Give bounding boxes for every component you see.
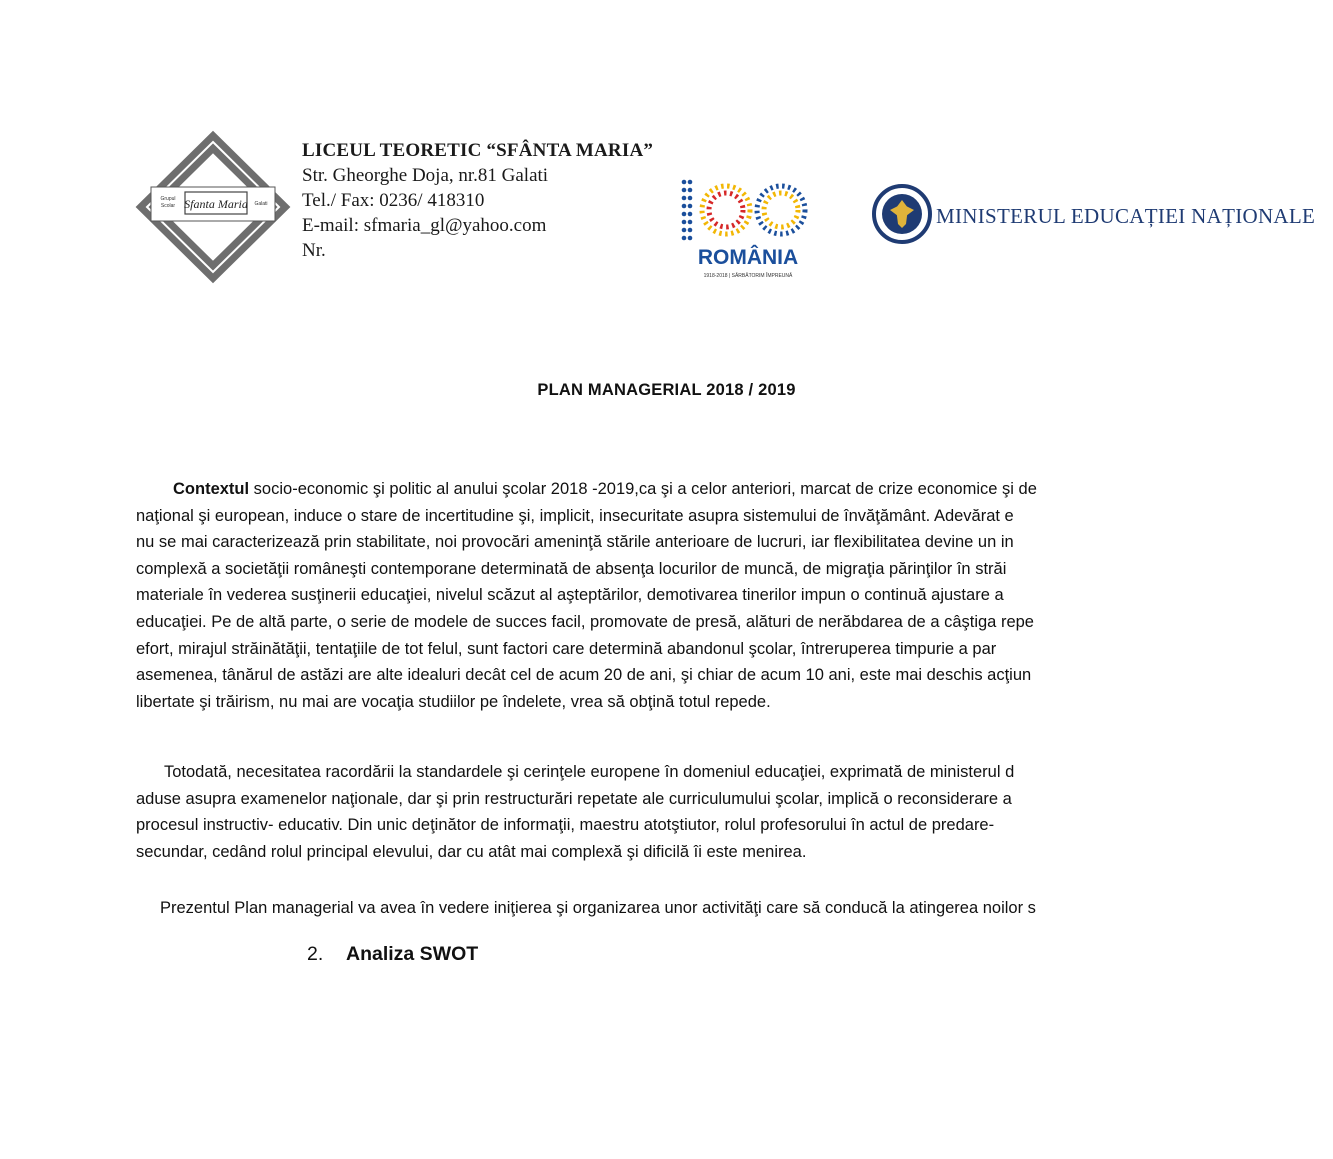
paragraph-european-standards	[136, 759, 1196, 865]
paragraph-line: complexă a societăţii româneşti contemporane determinată de absenţa locurilor de muncă, de migraţia părinţilor în străi	[136, 559, 1007, 578]
school-name: LICEUL TEORETIC “SFÂNTA MARIA”	[302, 140, 654, 161]
centenary-country: ROMÂNIA	[697, 246, 799, 269]
centenary-digits-graphic	[680, 180, 805, 241]
paragraph-line: Totodată, necesitatea racordării la standardele şi cerinţele europene în domeniul educaţiei, exprimată de ministerul d	[164, 763, 1015, 781]
context-lead-word: Contextul	[173, 480, 250, 498]
centenary-tagline: 1918-2018 | SĂRBĂTORIM ÎMPREUNĂ	[703, 273, 793, 279]
school-logo-label: Sfanta Maria	[184, 197, 248, 211]
school-logo	[143, 140, 283, 275]
paragraph-line: Prezentul Plan managerial va avea în vedere iniţierea şi organizarea unor activităţi care să conducă la atingerea noilor s	[160, 899, 1036, 917]
paragraph-line: aduse asupra examenelor naţionale, dar şi prin restructurări repetate ale curriculumului şcolar, implică o reconsiderare a	[136, 789, 1012, 808]
svg-text:Galati: Galati	[254, 201, 268, 207]
paragraph-line: educaţiei. Pe de altă parte, o serie de modele de succes facil, promovate de presă, alături de nerăbdarea de a câştiga repe	[136, 612, 1034, 631]
paragraph-line: secundar, cedând rolul principal elevului, dar cu atât mai complexă şi dificilă îi este menirea.	[136, 842, 807, 861]
svg-text:Grupul: Grupul	[160, 196, 176, 202]
school-phone: Tel./ Fax: 0236/ 418310	[302, 190, 485, 211]
government-seal-icon	[872, 170, 932, 262]
romania-centenary-logo	[678, 174, 818, 282]
paragraph-line: nu se mai caracterizează prin stabilitate, noi provocări ameninţă stările anterioare de lucruri, iar flexibilitatea devine un in	[136, 533, 1014, 552]
ministry-logo	[872, 170, 1316, 262]
paragraph-line: asemenea, tânărul de astăzi are alte idealuri decât cel de acum 20 de ani, şi chiar de acum 10 ani, este mai deschis acţiun	[136, 666, 1032, 685]
paragraph-line: libertate şi trăirism, nu mai are vocaţia studiilor pe îndelete, vrea să obţină totul repede.	[136, 692, 771, 711]
section-heading-swot	[307, 943, 478, 966]
section-number: 2.	[307, 943, 324, 965]
paragraph-line: efort, mirajul străinătăţii, tentaţiile de tot felul, sunt factori care determină abandonul şcolar, întreruperea timpurie a par	[136, 639, 997, 658]
paragraph-line: Contextul socio-economic şi politic al anului şcolar 2018 -2019,ca şi a celor anteriori, marcat de crize economice şi de	[173, 480, 1037, 498]
paragraph-line: procesul instructiv- educativ. Din unic deţinător de informaţii, maestru atotştiutor, rolul profesorului în actul de predare-	[136, 816, 995, 835]
paragraph-plan-intro	[136, 895, 1196, 922]
paragraph-line: materiale în vederea susţinerii educaţiei, nivelul scăzut al aşteptărilor, demotivarea tinerilor impun o continuă ajustare a	[136, 586, 1004, 605]
centenary-digits: 100	[748, 204, 750, 205]
school-email: E-mail: sfmaria_gl@yahoo.com	[302, 215, 547, 236]
school-address: Str. Gheorghe Doja, nr.81 Galati	[302, 165, 549, 186]
ministry-name: MINISTERUL EDUCAȚIEI NAȚIONALE	[936, 204, 1316, 228]
document-title: PLAN MANAGERIAL 2018 / 2019	[537, 381, 796, 399]
svg-text:Scolar: Scolar	[160, 203, 176, 209]
section-label: Analiza SWOT	[346, 943, 479, 965]
registration-number: Nr.	[302, 240, 326, 261]
paragraph-line: naţional şi european, induce o stare de incertitudine şi, implicit, insecuritate asupra sistemului de învăţământ. Adevărat e	[136, 506, 1014, 525]
paragraph-context	[136, 476, 1196, 715]
school-info	[302, 138, 653, 263]
